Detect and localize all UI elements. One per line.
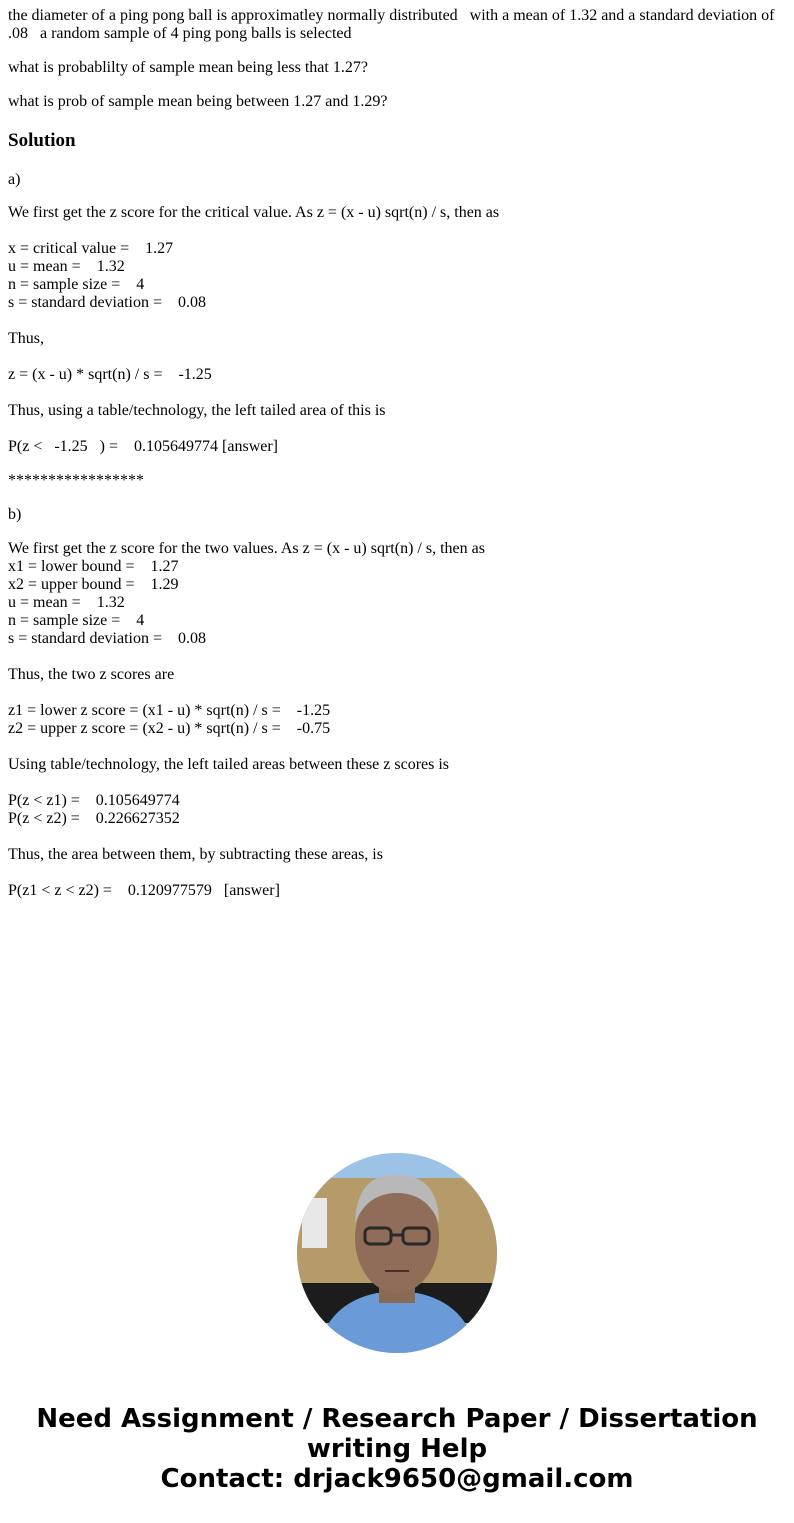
part-a-z: z = (x - u) * sqrt(n) / s = -1.25 [8,366,212,383]
part-a-intro: We first get the z score for the critical value. As z = (x - u) sqrt(n) / s, then as [8,204,500,221]
separator: ***************** [8,472,144,489]
solution-heading: Solution [8,130,76,151]
question-intro: the diameter of a ping pong ball is approximatley normally distributed with a mean of 1.32 and a standard deviation of .08 a random sample of 4 ping pong balls is selected [8,7,779,42]
part-a-thus: Thus, [8,330,44,347]
variable-line: s = standard deviation = 0.08 [8,294,207,311]
contact-footer [0,1404,794,1494]
variable-line: u = mean = 1.32 [8,258,125,275]
author-avatar [297,1153,497,1353]
variable-line: x1 = lower bound = 1.27 [8,558,179,575]
part-b-subtract: Thus, the area between them, by subtracting these areas, is [8,846,383,863]
part-b-label: b) [8,506,22,523]
part-a-table: Thus, using a table/technology, the left tailed area of this is [8,402,386,419]
footer-line-2: writing Help [306,1434,488,1464]
variable-line: u = mean = 1.32 [8,594,125,611]
question-1: what is probablilty of sample mean being less that 1.27? [8,59,368,76]
part-b-variables [8,540,786,648]
variable-line: x2 = upper bound = 1.29 [8,576,179,593]
variable-line: s = standard deviation = 0.08 [8,630,207,647]
part-b-areas [8,792,786,828]
part-a-variables [8,240,786,312]
area-line: P(z < z2) = 0.226627352 [8,810,180,827]
part-b-intro: We first get the z score for the two values. As z = (x - u) sqrt(n) / s, then as [8,540,485,557]
variable-line: x = critical value = 1.27 [8,240,174,257]
part-b-thus: Thus, the two z scores are [8,666,175,683]
footer-contact: Contact: drjack9650@gmail.com [160,1464,634,1494]
part-b-answer: P(z1 < z < z2) = 0.120977579 [answer] [8,882,280,899]
part-a-answer: P(z < -1.25 ) = 0.105649774 [answer] [8,438,278,455]
variable-line: n = sample size = 4 [8,612,145,629]
variable-line: n = sample size = 4 [8,276,145,293]
area-line: P(z < z1) = 0.105649774 [8,792,180,809]
z-line: z2 = upper z score = (x2 - u) * sqrt(n) / s = -0.75 [8,720,331,737]
footer-line-1: Need Assignment / Research Paper / Dissertation [36,1404,758,1434]
question-2: what is prob of sample mean being between 1.27 and 1.29? [8,93,388,110]
part-b-z-scores [8,702,786,738]
document-content [8,0,786,900]
z-line: z1 = lower z score = (x1 - u) * sqrt(n) / s = -1.25 [8,702,331,719]
part-a-label: a) [8,171,21,188]
part-b-table: Using table/technology, the left tailed areas between these z scores is [8,756,450,773]
